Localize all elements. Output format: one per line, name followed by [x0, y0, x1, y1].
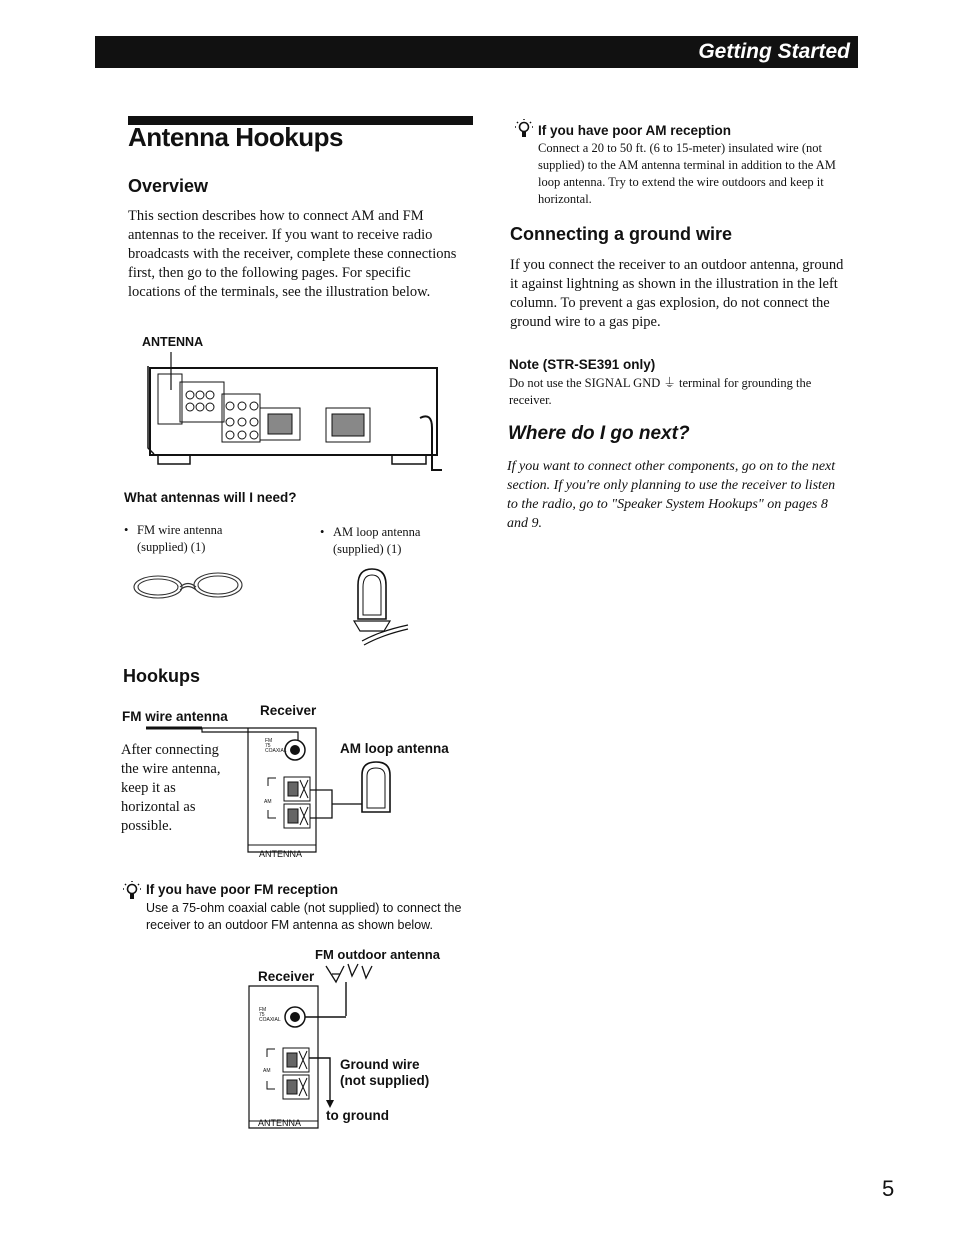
what-antennas-heading: What antennas will I need?	[124, 490, 297, 505]
fm-wire-label: FM wire antenna	[122, 709, 228, 724]
ground-text: If you connect the receiver to an outdoor antenna, ground it against lightning as shown in the illustration in the left column. To prevent a gas explosion, do not connect the ground wire to a gas pipe.	[510, 257, 844, 330]
hookups-note: After connecting the wire antenna, keep it as horizontal as possible.	[121, 742, 221, 834]
hookups-heading: Hookups	[123, 666, 201, 686]
where-next-heading: Where do I go next?	[508, 423, 690, 444]
page-title: Antenna Hookups	[128, 122, 343, 152]
am-loop-label: AM loop antenna	[340, 741, 449, 756]
overview-heading: Overview	[128, 176, 209, 196]
overview-text: This section describes how to connect AM and FM antennas to the receiver. If you want to receive radio broadcasts with the receiver, complete these connections first, then go to the following pages. For specific locations of the terminals, see the illustration below.	[128, 208, 457, 300]
lightbulb-tip-icon	[514, 118, 534, 140]
where-next-text: If you want to connect other components, go on to the next section. If you're only planning to use the receiver to listen to the radio, go to "Speaker System Hookups" on pages 8 and 9.	[507, 459, 836, 531]
page-number: 5	[882, 1176, 895, 1201]
fm-antenna-bullet: •	[124, 523, 129, 537]
am-loop-antenna-image	[350, 565, 412, 651]
outdoor-receiver-label: Receiver	[258, 969, 315, 984]
ground-heading: Connecting a ground wire	[510, 224, 733, 244]
ground-wire-label-1: Ground wire	[340, 1057, 420, 1072]
fm-outdoor-antenna-label: FM outdoor antenna	[315, 947, 440, 962]
hookups-terminal-antenna: ANTENNA	[259, 849, 303, 859]
outdoor-terminal-fm: FM 75 COAXIAL	[259, 1007, 281, 1023]
fm-tip-heading: If you have poor FM reception	[146, 882, 339, 897]
ground-note-text: Do not use the SIGNAL GND ⏚ terminal for grounding the receiver.	[509, 376, 812, 407]
fm-antenna-name: FM wire antenna	[137, 523, 223, 537]
am-antenna-name: AM loop antenna	[333, 525, 421, 539]
hookups-terminal-fm: FM 75 COAXIAL	[265, 738, 287, 754]
to-ground-label: to ground	[326, 1108, 389, 1123]
lightbulb-tip-icon	[122, 880, 142, 902]
outdoor-terminal-am: AM	[263, 1068, 271, 1074]
am-antenna-qty: (supplied) (1)	[333, 542, 402, 556]
antenna-label: ANTENNA	[142, 335, 204, 349]
outdoor-terminal-antenna: ANTENNA	[258, 1118, 302, 1128]
ground-note-heading: Note (STR-SE391 only)	[509, 357, 656, 372]
section-title: Getting Started	[698, 40, 850, 63]
receiver-label: Receiver	[260, 703, 317, 718]
am-tip-text: Connect a 20 to 50 ft. (6 to 15-meter) insulated wire (not supplied) to the AM antenna terminal in addition to the AM loop antenna. Try to extend the wire outdoors and keep it horizontal.	[538, 141, 836, 206]
hookups-terminal-am: AM	[264, 799, 272, 805]
ground-wire-label-2: (not supplied)	[340, 1073, 430, 1088]
am-tip-heading: If you have poor AM reception	[538, 123, 732, 138]
receiver-rear-panel-illustration	[140, 350, 450, 480]
fm-tip-text: Use a 75-ohm coaxial cable (not supplied) to connect the receiver to an outdoor FM antenna as shown below.	[146, 901, 462, 932]
outdoor-antenna-diagram	[240, 960, 400, 1135]
am-antenna-bullet: •	[320, 525, 325, 539]
fm-wire-antenna-image	[130, 570, 246, 604]
fm-antenna-qty: (supplied) (1)	[137, 540, 206, 554]
